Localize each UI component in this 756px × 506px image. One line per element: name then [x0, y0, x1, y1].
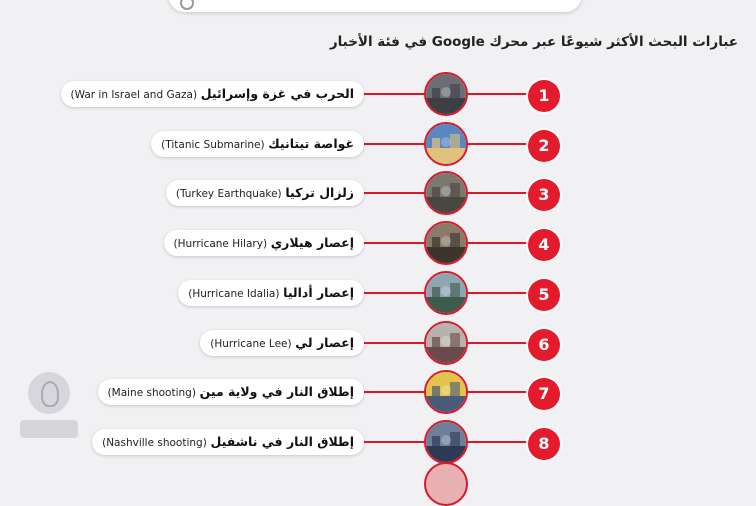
term-arabic: الحرب في غزة وإسرائيل: [200, 86, 354, 101]
rank-badge: 4: [528, 229, 560, 261]
list-item: [0, 273, 756, 313]
news-photo-thumbnail: [424, 171, 468, 215]
photo-image: [426, 372, 466, 412]
search-term-label: [178, 280, 364, 306]
term-arabic: غواصة تيتانيك: [268, 136, 354, 151]
page-subtitle: عبارات البحث الأكثر شيوعًا عبر محرك Google في فئة الأخبار: [329, 34, 738, 50]
list-item: [0, 422, 756, 462]
photo-image: [426, 124, 466, 164]
list-item: [0, 223, 756, 263]
news-photo-thumbnail: [424, 122, 468, 166]
news-photo-thumbnail: [424, 72, 468, 116]
term-arabic: إعصار لي: [295, 335, 354, 350]
search-term-label: [200, 330, 364, 356]
term-english: (Titanic Submarine): [161, 139, 265, 151]
term-english: (Hurricane Idalia): [188, 288, 280, 300]
photo-image: [426, 323, 466, 363]
search-term-label: [164, 230, 364, 256]
list-item: [0, 124, 756, 164]
photo-image: [426, 173, 466, 213]
term-english: (Hurricane Hilary): [173, 238, 268, 250]
rank-badge: 7: [528, 378, 560, 410]
logo-text: [20, 420, 78, 438]
term-arabic: إطلاق النار في ولاية مين: [199, 384, 354, 399]
logo-seal-icon: [28, 372, 70, 414]
photo-image: [426, 422, 466, 462]
term-arabic: زلزال تركيا: [285, 185, 354, 200]
news-photo-thumbnail: [424, 271, 468, 315]
photo-image: [426, 74, 466, 114]
rank-badge: 5: [528, 279, 560, 311]
photo-image: [426, 273, 466, 313]
search-term-label: [61, 81, 365, 107]
rank-badge: 1: [528, 80, 560, 112]
search-bar: [168, 0, 582, 12]
term-english: (Maine shooting): [107, 387, 196, 399]
search-term-label: [151, 131, 364, 157]
search-term-label: [92, 429, 364, 455]
term-english: (Nashville shooting): [102, 437, 207, 449]
news-photo-thumbnail: [424, 321, 468, 365]
watermark-logo: [20, 372, 78, 456]
rank-badge: 6: [528, 329, 560, 361]
photo-image: [426, 223, 466, 263]
rank-badge: 8: [528, 428, 560, 460]
next-item-thumbnail: [424, 462, 468, 506]
news-photo-thumbnail: [424, 221, 468, 265]
term-arabic: إعصار أداليا: [283, 285, 354, 300]
term-arabic: إطلاق النار في ناشفيل: [210, 434, 354, 449]
news-photo-thumbnail: [424, 370, 468, 414]
term-english: (Turkey Earthquake): [175, 188, 282, 200]
search-term-label: [166, 180, 364, 206]
term-arabic: إعصار هيلاري: [270, 235, 354, 250]
term-english: (War in Israel and Gaza): [70, 89, 198, 101]
news-photo-thumbnail: [424, 420, 468, 464]
term-english: (Hurricane Lee): [210, 338, 292, 350]
rank-badge: 3: [528, 179, 560, 211]
list-item: [0, 74, 756, 114]
list-item: [0, 323, 756, 363]
rank-badge: 2: [528, 130, 560, 162]
list-item: [0, 372, 756, 412]
search-icon: [180, 0, 194, 10]
list-item: [0, 173, 756, 213]
search-term-label: [98, 379, 364, 405]
